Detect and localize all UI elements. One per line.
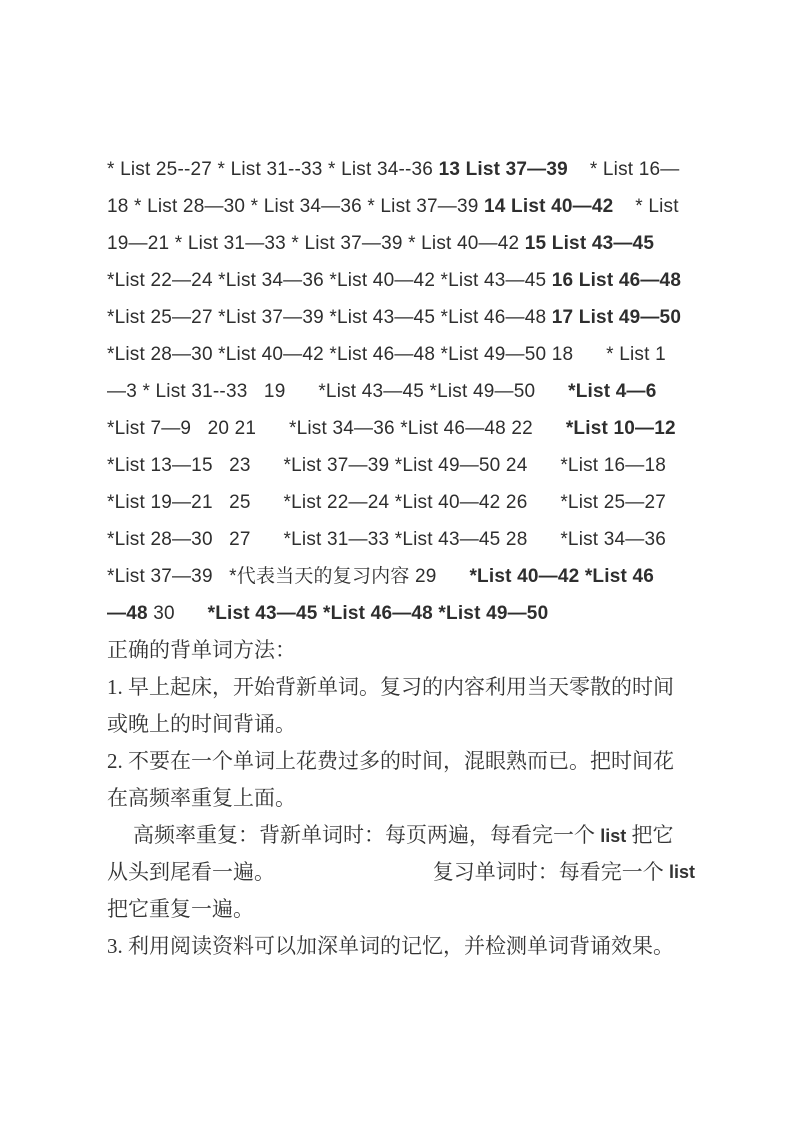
text-line [107, 447, 695, 484]
text-segment: 13 List 37—39 [438, 159, 568, 180]
text-segment: 在高频率重复上面。 [107, 786, 296, 810]
text-segment: 16 List 46—48 [551, 270, 682, 291]
text-segment: —48 [107, 603, 148, 624]
text-segment: 18 * List 28—30 * List 34—36 * List 37—39 [107, 196, 485, 217]
text-segment: 高频率重复：背新单词时：每页两遍，每看完一个 [133, 823, 601, 847]
text-segment: 1. 早上起床，开始背新单词。复习的内容利用当天零散的时间 [107, 675, 674, 699]
text-line [107, 299, 695, 336]
text-line [107, 373, 695, 410]
text-segment: 把它 [626, 823, 674, 847]
text-segment: *List 22—24 *List 34—36 *List 40—42 *List 43—45 [107, 270, 552, 291]
text-segment: 3. 利用阅读资料可以加深单词的记忆，并检测单词背诵效果。 [107, 934, 674, 958]
text-line [107, 558, 695, 595]
text-line [107, 891, 695, 928]
text-segment: 2. 不要在一个单词上花费过多的时间，混眼熟而已。把时间花 [107, 749, 674, 773]
text-segment: 把它重复一遍。 [107, 897, 254, 921]
text-segment: *List 4—6 [568, 381, 657, 402]
tab-spacer [275, 854, 433, 891]
text-segment: 17 List 49—50 [551, 307, 682, 328]
text-segment: * List [613, 196, 679, 217]
text-segment: 或晚上的时间背诵。 [107, 712, 296, 736]
text-segment: * List 16— [567, 159, 680, 180]
text-line [107, 854, 695, 891]
text-line [107, 595, 695, 632]
text-segment: 正确的背单词方法： [107, 638, 296, 662]
text-segment: *List 19—21 25 *List 22—24 *List 40—42 26 *List 25—27 [107, 492, 667, 513]
text-segment: *List 25—27 *List 37—39 *List 43—45 *List 46—48 [107, 307, 552, 328]
text-line [107, 743, 695, 780]
text-line [107, 336, 695, 373]
text-line [107, 151, 695, 188]
text-segment: *List 28—30 27 *List 31—33 *List 43—45 28 *List 34—36 [107, 529, 667, 550]
text-segment: 30 [147, 603, 208, 624]
text-segment: * List 25--27 * List 31--33 * List 34--36 [107, 159, 439, 180]
text-line [107, 780, 695, 817]
text-segment: *List 40—42 *List 46 [469, 566, 655, 587]
text-segment: 19—21 * List 31—33 * List 37—39 * List 40—42 [107, 233, 525, 254]
text-segment: 15 List 43—45 [524, 233, 655, 254]
text-segment: list [668, 862, 695, 882]
text-line [107, 410, 695, 447]
text-line [107, 706, 695, 743]
text-segment: *List 28—30 *List 40—42 *List 46—48 *List 49—50 18 * List 1 [107, 344, 666, 365]
text-line [107, 225, 695, 262]
text-line [107, 669, 695, 706]
text-line [107, 928, 695, 965]
text-segment: list [600, 826, 627, 846]
text-line [107, 262, 695, 299]
text-segment: *List 7—9 20 21 *List 34—36 *List 46—48 22 [107, 418, 566, 439]
text-line [107, 484, 695, 521]
text-segment: 从头到尾看一遍。 [107, 860, 275, 884]
text-segment: *List 43—45 *List 46—48 *List 49—50 [207, 603, 549, 624]
text-segment: *List 37—39 *代表当天的复习内容 29 [107, 566, 470, 587]
text-segment: *List 10—12 [565, 418, 676, 439]
text-segment: *List 13—15 23 *List 37—39 *List 49—50 24 *List 16—18 [107, 455, 667, 476]
text-line [107, 521, 695, 558]
text-line [107, 188, 695, 225]
document-body [107, 151, 695, 965]
text-segment: 复习单词时：每看完一个 [432, 860, 669, 884]
text-line [107, 632, 695, 669]
text-line [107, 817, 695, 854]
text-segment: 14 List 40—42 [484, 196, 614, 217]
text-segment: —3 * List 31--33 19 *List 43—45 *List 49—50 [107, 381, 569, 402]
